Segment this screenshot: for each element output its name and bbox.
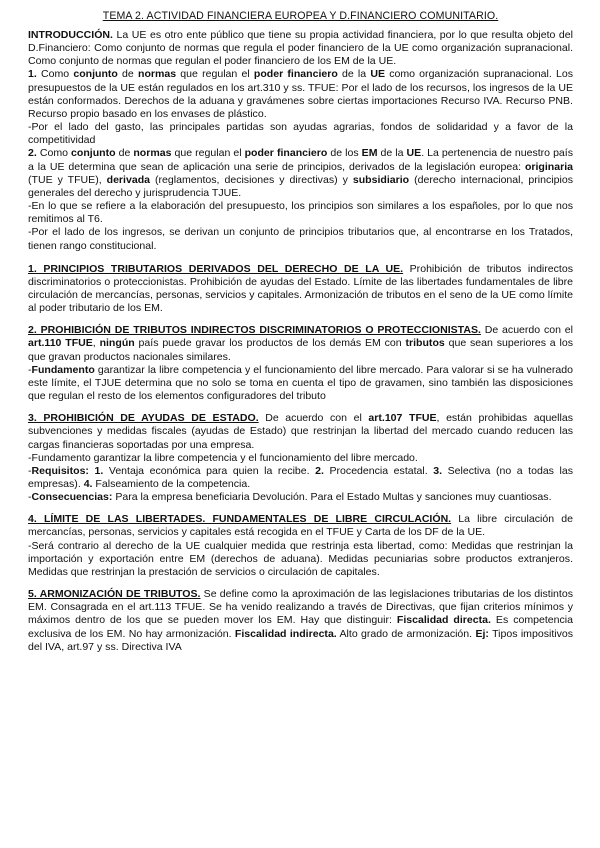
text-run: De acuerdo con el <box>258 412 369 425</box>
document-page <box>28 10 573 654</box>
section-3-requisitos <box>28 465 573 491</box>
text-run: Alto grado de armonización. <box>336 627 476 640</box>
bold-run: Ej: <box>475 627 489 640</box>
text-run: Para la empresa beneficiaria Devolución. Para el Estado Multas y sanciones muy cuantiosas. <box>112 491 552 504</box>
section-2-heading: 2. PROHIBICIÓN DE TRIBUTOS INDIRECTOS DISCRIMINATORIOS O PROTECCIONISTAS. <box>28 324 481 337</box>
point-number: 2. <box>28 147 37 160</box>
text-run: . La pertenencia de nuestro país a la UE determina que sean de aplicación una serie de principios, derivados de la legislación europea: <box>28 147 574 173</box>
bold-run: ningún <box>99 337 135 350</box>
bold-run: tributos <box>405 337 445 350</box>
intro-presupuesto: -En lo que se refiere a la elaboración del presupuesto, los principios son similares a los españoles, por lo que nos remitimos al T6. <box>28 200 573 226</box>
text-run: - <box>28 464 32 477</box>
text-run: que regulan el <box>171 147 245 160</box>
section-3 <box>28 412 573 451</box>
bold-run: poder financiero <box>253 68 338 81</box>
text-run: como organización supranacional. <box>385 68 552 81</box>
document-title: TEMA 2. ACTIVIDAD FINANCIERA EUROPEA Y D.FINANCIERO COMUNITARIO. <box>102 10 499 22</box>
bold-run: conjunto <box>73 68 118 81</box>
intro-text: La UE es otro ente público que tiene su propia actividad financiera, por lo que resulta objeto del D.Financiero: Como conjunto de normas que regula el poder financiero de la UE como organización supranacional. Como conjunto de normas que regulan el poder financiero de los EM de la UE. <box>28 29 573 68</box>
text-run: , están prohibidas aquellas subvenciones y medidas fiscales (ayudas de Estado) que restrinjan la libertad del mercado cuando reducen las cargas financieras soportadas por una empresa. <box>28 412 573 451</box>
bold-run: Fiscalidad indirecta. <box>234 627 337 640</box>
text-run: Como <box>36 68 74 81</box>
section-1 <box>28 263 573 316</box>
bold-run: derivada <box>106 173 151 186</box>
bold-run: 2. <box>315 464 324 477</box>
text-run: garantizar la libre competencia y el funcionamiento del libre mercado. Para valorar si se ha vulnerado este límite, el TJUE determina que no solo se toma en cuenta el tipo de gravamen, sino también las disposiciones que regulan el resto de los elementos configuradores del tributo <box>28 363 573 403</box>
section-5-heading: 5. ARMONIZACIÓN DE TRIBUTOS. <box>28 588 201 601</box>
intro-heading: INTRODUCCIÓN. <box>28 29 113 41</box>
bold-run: subsidiario <box>352 173 410 186</box>
bold-run: Consecuencias: <box>31 491 113 504</box>
text-run: que sean superiores a los que gravan productos nacionales similares. <box>28 337 573 363</box>
text-run: (derecho internacional, principios generales del derecho y jurisprudencia TJUE. <box>28 173 573 199</box>
intro-ingresos: -Por el lado de los ingresos, se derivan un conjunto de principios tributarios que, al encontrarse en los Tratados, tienen rango constitucional. <box>28 226 573 252</box>
bold-run: 3. <box>433 464 443 477</box>
intro-point-1 <box>28 68 573 121</box>
point-number: 1. <box>28 68 37 81</box>
bold-run: normas <box>133 147 172 160</box>
text-run: - <box>28 491 32 504</box>
text-run: Los presupuestos de la UE están regulados en los art.310 y ss. TFUE: Por el lado de los recursos, los ingresos de la UE están conformados. Derechos de la aduana y gravámenes sobre ciertas importaciones Recurso IVA. Recurso PNB. Recurso propio basado en los envases de plástico. <box>28 68 573 120</box>
intro-paragraph <box>28 29 573 68</box>
text-run: de <box>117 68 138 81</box>
text-run: De acuerdo con el <box>480 324 574 337</box>
text-run: (TUE y TFUE), <box>28 173 107 186</box>
section-1-heading: 1. PRINCIPIOS TRIBUTARIOS DERIVADOS DEL DERECHO DE LA UE. <box>28 262 404 275</box>
text-run: de la <box>377 147 407 160</box>
bold-run: Fundamento <box>31 363 95 376</box>
bold-run: 1. <box>88 464 104 477</box>
text-run: Procedencia estatal. <box>323 464 434 477</box>
bold-run: Fiscalidad directa. <box>396 614 491 627</box>
text-run: de la <box>337 68 371 81</box>
text-run: Tipos impositivos del IVA, art.97 y ss. Directiva IVA <box>28 627 574 653</box>
text-run: Ventaja económica para quien la recibe. <box>103 464 316 477</box>
section-3-heading: 3. PROHIBICIÓN DE AYUDAS DE ESTADO. <box>28 412 259 425</box>
bold-run: 4. <box>83 478 93 490</box>
bold-run: originaria <box>524 160 573 173</box>
section-4-heading: 4. LÍMITE DE LAS LIBERTADES. FUNDAMENTALES DE LIBRE CIRCULACIÓN. <box>28 513 452 526</box>
section-4 <box>28 513 573 539</box>
text-run: Falseamiento de la competencia. <box>92 478 251 490</box>
bold-run: art.107 TFUE <box>368 412 437 425</box>
intro-gasto: -Por el lado del gasto, las principales partidas son ayudas agrarias, fondos de solidaridad y a favor de la competitividad <box>28 121 573 147</box>
text-run: - <box>28 363 32 376</box>
bold-run: Requisitos: <box>31 464 89 477</box>
section-4-contrario: -Será contrario al derecho de la UE cualquier medida que restrinja esta libertad, como: Medidas que restrinjan la importación y exportación entre EM (derechos de aduana). Medidas pecuniarias sobre productos extranjeros. Medidas que restrinjan la prestación de servicios o circulación de capitales. <box>28 539 573 578</box>
bold-run: poder financiero <box>244 147 328 160</box>
text-run: de los <box>327 147 362 160</box>
intro-point-2 <box>28 147 573 200</box>
section-2-fundamento <box>28 364 573 403</box>
text-run: Selectiva (no a todas las empresas). <box>28 464 573 490</box>
bold-run: UE <box>370 68 385 81</box>
bold-run: EM <box>361 147 378 160</box>
section-1-text: Prohibición de tributos indirectos discriminatorios o proteccionistas. Prohibición de ayudas del Estado. Límite de las libertades fundamentales de libre circulación de mercancías, personas, servicios y capitales. Armonización de tributos en el seno de la UE como límite al poder tributario de los EM. <box>28 262 574 315</box>
text-run: país puede gravar los productos de los demás EM con <box>134 337 406 350</box>
bold-run: normas <box>138 68 177 81</box>
text-run: Se define como la aproximación de las legislaciones tributarias de los distintos EM. Consagrada en el art.113 TFUE. Se ha venido realizando a través de Directivas, que fijan criterios mínimos y máximos dentro de los que se pueden mover los EM. Hay que distinguir: <box>28 588 573 627</box>
bold-run: art.110 TFUE <box>28 337 93 350</box>
section-5 <box>28 588 573 654</box>
text-run: , <box>92 337 100 350</box>
text-run: de <box>115 147 134 160</box>
text-run: Es competencia exclusiva de los EM. No hay armonización. <box>28 614 573 640</box>
section-4-text: La libre circulación de mercancías, personas, servicios y capitales está recogida en el TFUE y Carta de los DF de la UE. <box>28 513 573 539</box>
text-run: (reglamentos, decisiones y directivas) y <box>150 173 353 186</box>
text-run: que regulan el <box>176 68 254 81</box>
text-run: Como <box>36 147 72 160</box>
bold-run: UE <box>406 147 422 160</box>
bold-run: conjunto <box>71 147 116 160</box>
section-2 <box>28 324 573 363</box>
section-3-consecuencias <box>28 491 573 504</box>
section-3-fundamento: -Fundamento garantizar la libre competencia y el funcionamiento del libre mercado. <box>28 451 418 464</box>
